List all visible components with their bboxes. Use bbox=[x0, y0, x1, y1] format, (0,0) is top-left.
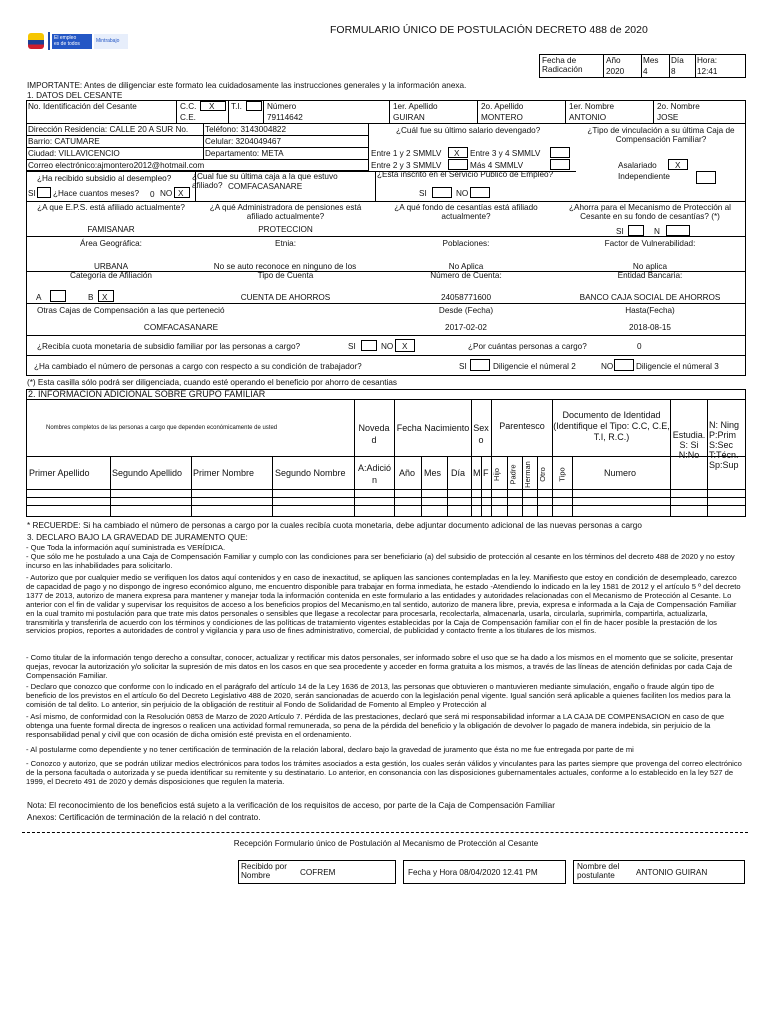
categoria-a: A bbox=[36, 293, 42, 302]
asalariado-label: Asalariado bbox=[618, 161, 657, 170]
ahorro-question: ¿Ahorra para el Mecanismo de Protección al Cesante en su fondo de cesantías? (*) bbox=[568, 203, 731, 221]
ciudad: Ciudad: VILLAVICENCIO bbox=[28, 149, 120, 158]
cambio-no: NO bbox=[601, 362, 614, 371]
ti-label: T.I. bbox=[231, 102, 242, 111]
m-header: M bbox=[473, 468, 481, 478]
poblaciones-label: Poblaciones: bbox=[442, 239, 490, 248]
apellido2-value: MONTERO bbox=[481, 113, 523, 122]
categoria-b-mark: X bbox=[102, 293, 108, 302]
salario-mas-4-checkbox[interactable] bbox=[550, 159, 570, 170]
caja-value: COMFACASANARE bbox=[228, 182, 303, 191]
ahorro-n: N bbox=[654, 227, 660, 236]
recibido-value: COFREM bbox=[300, 868, 336, 877]
segundo-nombre-header: Segundo Nombre bbox=[275, 468, 346, 478]
nota-ahorro: (*) Esta casilla sólo podrá ser diligenciada, cuando esté operando el beneficio por ahorro de cesantias bbox=[27, 378, 398, 387]
otras-cajas-value: COMFACASANARE bbox=[143, 323, 219, 332]
pension-question: ¿A qué Administradora de pensiones está afiliado actualmente? bbox=[209, 203, 362, 221]
salario-3-4-checkbox[interactable] bbox=[550, 147, 570, 158]
diligencie-3: Diligencie el númeral 3 bbox=[636, 362, 719, 371]
nombres-header: Nombres completos de las personas a cargo que dependen económicamente de usted bbox=[46, 425, 278, 431]
declaration-2: - Que sólo me he postulado a una Caja de Compensación Familiar y cumplo con las condiciones para ser beneficiario (a) del subsidio de protección al cesante en los términos del decreto 488 de 2020 y no estoy incurso en las inhabilidades para solicitarlo. bbox=[26, 552, 735, 570]
herman-header: Herman bbox=[522, 461, 532, 488]
dia-label: Día bbox=[671, 56, 684, 65]
asalariado-mark: X bbox=[675, 161, 681, 170]
declaration-1: - Que Toda la información aquí suministrada es VERÍDICA. bbox=[26, 543, 226, 552]
ano-value: 2020 bbox=[606, 67, 625, 76]
celular: Celular: 3204049467 bbox=[205, 137, 282, 146]
logo-text-3: Mintrabajo bbox=[96, 38, 120, 44]
independiente-checkbox[interactable] bbox=[696, 171, 716, 184]
mes-value: 4 bbox=[643, 67, 648, 76]
recuerde-note: * RECUERDE: Si ha cambiado el número de personas a cargo por la cuales recibía cuota monetaria, debe adjuntar documento adicional de las nuevas personas a cargo bbox=[27, 521, 642, 530]
dia-header: Día bbox=[451, 468, 466, 478]
mintrabajo-logo bbox=[28, 30, 130, 52]
area-label: Área Geográfica: bbox=[80, 239, 142, 248]
f-header: F bbox=[483, 468, 489, 478]
nota-footer: Nota: El reconocimiento de los beneficios está sujeto a la verificación de los requisitos de acceso, por parte de la Caja de Compensación Familiar bbox=[27, 801, 555, 810]
postulante-value: ANTONIO GUIRAN bbox=[636, 868, 708, 877]
ahorro-si: SI bbox=[616, 227, 624, 236]
nombre2-label: 2o. Nombre bbox=[657, 102, 700, 111]
cc-mark: X bbox=[209, 102, 215, 111]
cambio-question: ¿Ha cambiado el número de personas a cargo con respecto a su condición de trabajador? bbox=[34, 362, 362, 371]
cc-label: C.C. bbox=[180, 102, 197, 111]
entidad-bancaria-label: Entidad Bancaria: bbox=[617, 271, 683, 280]
caja-question: ¿Cual fue su última caja a la que estuvo afiliado? bbox=[192, 172, 338, 190]
etnia-value: No se auto reconoce en ninguno de los bbox=[213, 262, 357, 271]
section-1-title: 1. DATOS DEL CESANTE bbox=[27, 91, 123, 100]
nivel-header: N: Ning P:Prim S:Sec T:Técn. Sp:Sup bbox=[709, 420, 740, 470]
parentesco-header: Parentesco bbox=[499, 421, 545, 431]
cuantas-question: ¿Por cuántas personas a cargo? bbox=[468, 342, 587, 351]
apellido1-label: 1er. Apellido bbox=[393, 102, 438, 111]
declaration-5: - Declaro que conozco que conforme con lo indicado en el parágrafo del artículo 14 de la Ley 1636 de 2013, las personas que obtuvieren o mantuvieren mediante simulación, engaño o fraude algún tipo de beneficio de los previstos en el artículo 6o del Decreto Legislativo 488 de 2020, serán sancionadas de acuerdo con la legislación penal vigente. Igual sanción será aplicable a quienes faciliten los medios para la comisión de tal delito. Lo anterior, sin perjuicio de la obligación de restituir al Fondo de Solidaridad de Fomento al Empleo y Protección al bbox=[26, 682, 731, 709]
declaration-6: - Así mismo, de conformidad con la Resolución 0853 de Marzo de 2020 Artículo 7. Pérdida de las prestaciones, declaró que será mi responsabilidad informar a LA CAJA DE COMPENSACION en caso de que obtenga una fuente formal directa de ingresos o realicen una actividad formal remunerada, so pena de la pérdida del beneficio y la obligación de devolver lo pagado de manera indebida, sin perjuicio de la responsabilidad penal y civil que con ocasión de dicha omisión esté prevista en el ordenamiento. bbox=[26, 712, 725, 739]
apellido2-label: 2o. Apellido bbox=[481, 102, 524, 111]
desde-label: Desde (Fecha) bbox=[438, 306, 494, 315]
cuota-si-checkbox[interactable] bbox=[361, 340, 377, 351]
hijo-header: Hijo bbox=[491, 468, 501, 481]
otro-header: Otro bbox=[537, 467, 547, 482]
anexos-footer: Anexos: Certificación de terminación de la relació n del contrato. bbox=[27, 813, 261, 822]
inscrito-si-checkbox[interactable] bbox=[432, 187, 452, 198]
ano-header: Año bbox=[399, 468, 416, 478]
logo-text-1: El empleo bbox=[54, 35, 77, 41]
apellido1-value: GUIRAN bbox=[393, 113, 425, 122]
salario-2-3: Entre 2 y 3 SMMLV bbox=[371, 161, 442, 170]
logo-text-2: es de todos bbox=[54, 41, 80, 47]
categoria-label: Categoría de Afiliación bbox=[70, 271, 152, 280]
cut-line bbox=[22, 832, 748, 833]
hasta-value: 2018-08-15 bbox=[629, 323, 671, 332]
mes-header: Mes bbox=[424, 468, 442, 478]
cuota-question: ¿Recibía cuota monetaria de subsidio familiar por las personas a cargo? bbox=[37, 342, 301, 351]
numero-header: Numero bbox=[604, 468, 637, 478]
inscrito-no-checkbox[interactable] bbox=[470, 187, 490, 198]
colombia-seal-icon bbox=[28, 33, 44, 49]
subsidio-no-mark: X bbox=[178, 189, 184, 198]
salario-1-2: Entre 1 y 2 SMMLV bbox=[371, 149, 442, 158]
nombre1-label: 1er. Nombre bbox=[569, 102, 615, 111]
eps-value: FAMISANAR bbox=[87, 225, 135, 234]
telefono: Teléfono: 3143004822 bbox=[205, 125, 287, 134]
primer-nombre-header: Primer Nombre bbox=[193, 468, 255, 478]
cuantas-value: 0 bbox=[637, 342, 642, 351]
barrio: Barrio: CATUMARE bbox=[28, 137, 100, 146]
numero-cuenta-label: Número de Cuenta: bbox=[430, 271, 502, 280]
recibido-label: Recibido por Nombre bbox=[241, 862, 287, 880]
inscrito-no: NO bbox=[456, 189, 469, 198]
independiente-label: Independiente bbox=[618, 172, 670, 181]
fecha-nac-header: Fecha Nacimiento bbox=[396, 423, 470, 433]
fecha-hora: Fecha y Hora 08/04/2020 12.41 PM bbox=[408, 868, 538, 877]
entidad-bancaria-value: BANCO CAJA SOCIAL DE AHORROS bbox=[579, 293, 721, 302]
sexo-header: Sex o bbox=[473, 423, 489, 445]
tipo-cuenta-label: Tipo de Cuenta bbox=[257, 271, 314, 280]
tipo-cuenta-value: CUENTA DE AHORROS bbox=[240, 293, 331, 302]
section-3-title: 3. DECLARO BAJO LA GRAVEDAD DE JURAMENTO QUE: bbox=[27, 533, 248, 542]
cambio-no-checkbox[interactable] bbox=[614, 359, 634, 371]
subsidio-question: ¿Ha recibido subsidio al desempleo? bbox=[37, 174, 172, 183]
hora-value: 12:41 bbox=[697, 67, 718, 76]
inscrito-question: ¿Esta inscrito en el Servicio Público de Empleo? bbox=[377, 170, 554, 179]
mes-label: Mes bbox=[643, 56, 659, 65]
adicion-header: A:Adició n bbox=[357, 463, 392, 485]
subsidio-si-checkbox[interactable] bbox=[37, 187, 51, 198]
salario-3-4: Entre 3 y 4 SMMLV bbox=[470, 149, 541, 158]
meses-question: ¿Hace cuantos meses? bbox=[53, 189, 140, 198]
vulnerabilidad-value: No aplica bbox=[632, 262, 668, 271]
numero-cuenta-value: 24058771600 bbox=[440, 293, 492, 302]
ti-checkbox[interactable] bbox=[246, 101, 262, 111]
section-2-title: 2. INFORMACION ADICIONAL SOBRE GRUPO FAMILIAR bbox=[28, 389, 266, 399]
correo: Correo electrónico:ajmontero2012@hotmail.com bbox=[28, 161, 205, 170]
salario-1-2-mark: X bbox=[454, 149, 460, 158]
dia-value: 8 bbox=[671, 67, 676, 76]
cuota-no: NO bbox=[381, 342, 394, 351]
salario-question: ¿Cuál fue su último salario devengado? bbox=[396, 126, 541, 135]
inscrito-si: SI bbox=[419, 189, 427, 198]
eps-question: ¿A que E.P.S. está afiliado actualmente? bbox=[37, 203, 185, 212]
ahorro-si-checkbox[interactable] bbox=[628, 225, 644, 236]
important-note: IMPORTANTE: Antes de diligenciar este formato lea cuidadosamente las instrucciones generales y la información anexa. bbox=[27, 81, 467, 90]
novedad-header: Noveda d bbox=[358, 423, 390, 445]
diligencie-2: Diligencie el númeral 2 bbox=[493, 362, 576, 371]
nombre1-value: ANTONIO bbox=[569, 113, 607, 122]
cambio-si: SI bbox=[459, 362, 467, 371]
etnia-label: Etnia: bbox=[275, 239, 296, 248]
direccion: Dirección Residencia: CALLE 20 A SUR No. bbox=[28, 125, 189, 134]
poblaciones-value: No Aplica bbox=[448, 262, 484, 271]
estudia-header: Estudia. S: Si N:No bbox=[672, 430, 706, 460]
otras-cajas-label: Otras Cajas de Compensación a las que perteneció bbox=[37, 306, 225, 315]
ce-label: C.E. bbox=[180, 113, 196, 122]
declaration-7: - Al postularme como dependiente y no tener certificación de terminación de la relación laboral, declaro bajo la gravedad de juramento que ésta no me fue entregada por parte de mi bbox=[26, 745, 634, 754]
categoria-a-checkbox[interactable] bbox=[50, 290, 66, 302]
numero-label: Número bbox=[267, 102, 297, 111]
postulante-label: Nombre del postulante bbox=[577, 862, 620, 880]
subsidio-si: SI bbox=[28, 189, 36, 198]
declaration-8: - Conozco y autorizo, que se podrán utilizar medios electrónicos para todos los trámites asociados a esta gestión, los cuales serán válidos y vinculantes para las partes siempre que provenga del correo electrónico de la persona facultada o autorizada y se pueda identificar su remitente y su destinatario. Lo anterior, en consonancia con las disposiciones gubernamentales actuales, conforme a lo establecido en la ley 527 de 1999, el Decreto 491 de 2020 y demás disposiciones que regulen la materia. bbox=[26, 759, 742, 786]
declaration-4: - Como titular de la información tengo derecho a consultar, conocer, actualizar y rectificar mis datos personales, ser informado sobre el uso que se ha dado a los mismos en el momento que se solicite, presentar quejas, revocar la autorización y/o solicitar la supresión de mis datos en los casos en que sea procedente y acceder en forma gratuita a los mismos, a través de las líneas de atención definidas por cada Caja de Compensación Familiar. bbox=[26, 653, 734, 680]
hasta-label: Hasta(Fecha) bbox=[625, 306, 675, 315]
cuota-si: SI bbox=[348, 342, 356, 351]
cesantias-question: ¿A qué fondo de cesantías está afiliado actualmente? bbox=[394, 203, 538, 221]
departamento: Departamento: META bbox=[205, 149, 284, 158]
vinculacion-question: ¿Tipo de vinculación a su última Caja de Compensación Familiar? bbox=[587, 126, 735, 144]
area-value: URBANA bbox=[93, 262, 129, 271]
segundo-apellido-header: Segundo Apellido bbox=[112, 468, 183, 478]
salario-mas-4: Más 4 SMMLV bbox=[470, 161, 524, 170]
pension-value: PROTECCION bbox=[258, 225, 313, 234]
meses-value: 0 bbox=[150, 190, 155, 199]
cuota-no-mark: X bbox=[402, 342, 408, 351]
tipo-header: Tipo bbox=[557, 467, 567, 482]
declaration-3: - Autorizo que por cualquier medio se verifiquen los datos aquí contenidos y en caso de inexactitud, se apliquen las sanciones contempladas en la ley. Manifiesto que estoy en condición de desempleado, carezco de capacidad de pago y no dispongo de ingreso económico alguno, me encuentro disponible para trabajar en forma inmediata, he estado -Atendiendo lo indicado en la ley 1581 de 2012 y el artículo 5 º del decreto 1377 de 2013, autorizo de manera expresa para mantener y manejar toda la información contenida en este formulario a las entidades y autoridades relacionadas con el Mecanismo de Protección al Cesante. Lo anterior con el fin de validar y supervisar los requisitos de acceso a los beneficios propios del Mecanismo,en tal sentido, autorizo de manera libre, previa, expresa e informada a la Caja de Compensación Familiar en la cual tramito mi postulación para que trate mis datos personales o sensibles que llegase a recolectar para procesarla, recolectarla, almacenarla, usarla, circularla, suprimirla, compartirla, actualizarla, transmitirla y transferirla de acuerdo con los términos y condiciones de las políticas de tratamiento vigentes establecidas por la Caja de Compensación familiar con el fin de hacer posible la prestación de los servicios propios, reportes a autoridades de control y vigilancia y para uso de fines administrativo, comercial, de publicidad y contacto frente a los titulares de los mismos. bbox=[26, 573, 741, 636]
subsidio-no: NO bbox=[160, 189, 173, 198]
cambio-si-checkbox[interactable] bbox=[470, 359, 490, 371]
vulnerabilidad-label: Factor de Vulnerabilidad: bbox=[604, 239, 696, 248]
ahorro-n-checkbox[interactable] bbox=[666, 225, 690, 236]
numero-value: 79114642 bbox=[267, 113, 303, 122]
form-title: FORMULARIO ÚNICO DE POSTULACIÓN DECRETO 488 de 2020 bbox=[330, 24, 648, 36]
documento-header: Documento de Identidad (Identifique el Tipo: C.C, C.E, T.I, R.C.) bbox=[553, 410, 670, 442]
categoria-b: B bbox=[88, 293, 94, 302]
desde-value: 2017-02-02 bbox=[445, 323, 487, 332]
padre-header: Padre bbox=[508, 464, 518, 485]
fecha-radicacion-label: Fecha de Radicación bbox=[542, 56, 583, 74]
id-label: No. Identificación del Cesante bbox=[28, 102, 137, 111]
ano-label: Año bbox=[606, 56, 621, 65]
nombre2-value: JOSE bbox=[657, 113, 679, 122]
salario-2-3-checkbox[interactable] bbox=[448, 159, 468, 170]
hora-label: Hora: bbox=[697, 56, 718, 65]
recepcion-title: Recepción Formulario único de Postulación al Mecanismo de Protección al Cesante bbox=[233, 839, 539, 848]
primer-apellido-header: Primer Apellido bbox=[29, 468, 90, 478]
